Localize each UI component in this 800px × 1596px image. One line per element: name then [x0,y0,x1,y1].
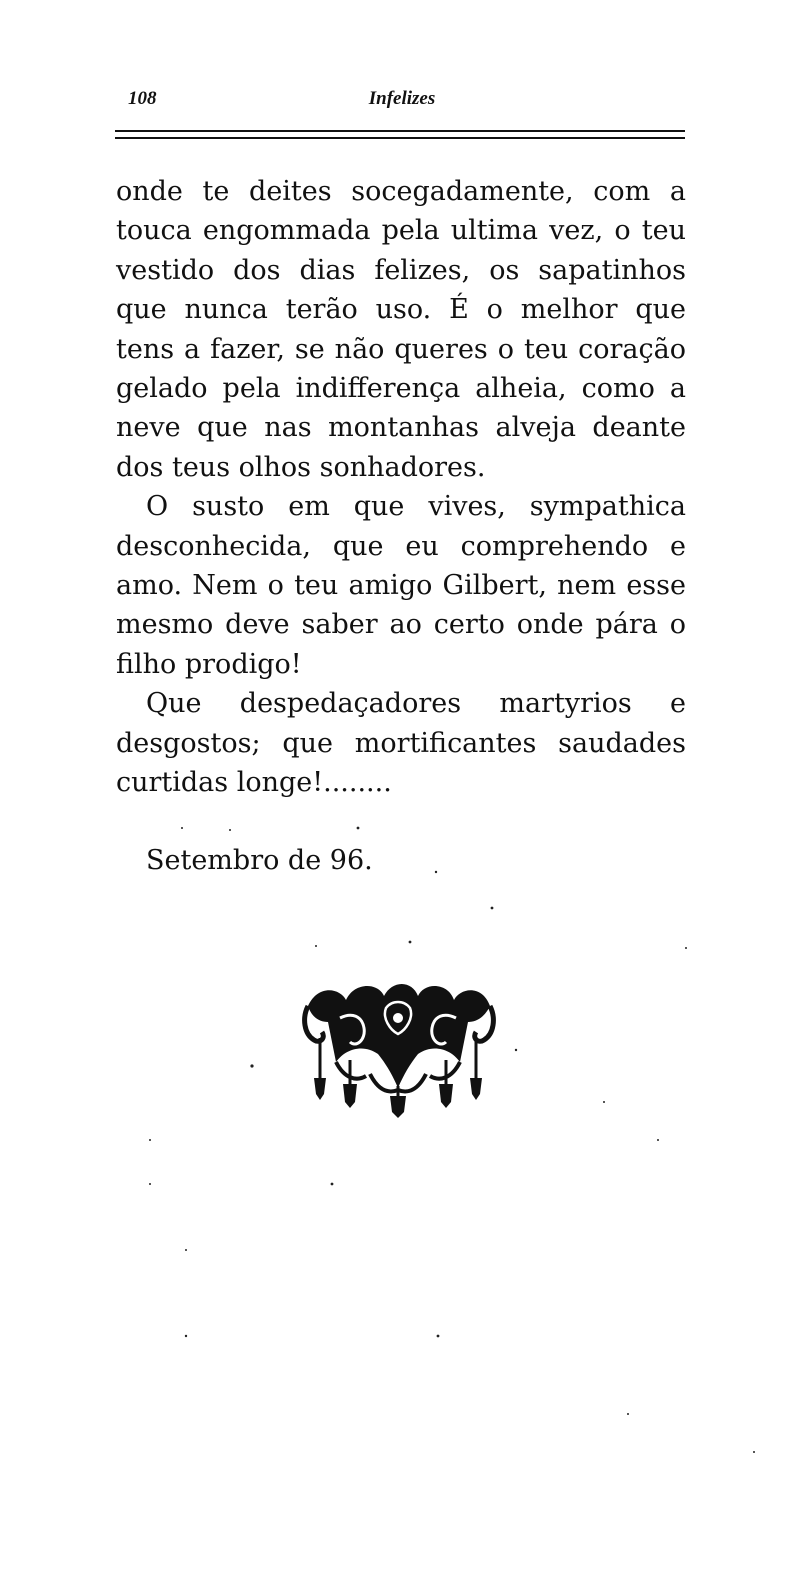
paragraph-2: O susto em que vives, sympathica desconhecida, que eu comprehendo e amo. Nem o teu amigo Gilbert, nem esse mesmo deve saber ao certo onde pára o filho prodigo! [116,491,686,680]
paragraph-3: Que despedaçadores martyrios e desgostos; que mortificantes saudades curtidas longe!........ [116,688,686,799]
body-text [116,172,686,803]
page-number: 108 [128,88,157,109]
header-rule-top [115,130,685,132]
running-head [118,88,686,118]
running-title: Infelizes [368,88,436,109]
dateline: Setembro de 96. [146,845,373,876]
header-rule-bottom [115,137,685,139]
tailpiece-ornament-icon [300,978,496,1118]
paragraph-1: onde te deites socegadamente, com a touca engommada pela ultima vez, o teu vestido dos dias felizes, os sapatinhos que nunca terão uso. É o melhor que tens a fazer, se não queres o teu coração gelado pela indifferença alheia, como a neve que nas montanhas alveja deante dos teus olhos sonhadores. [116,176,686,483]
